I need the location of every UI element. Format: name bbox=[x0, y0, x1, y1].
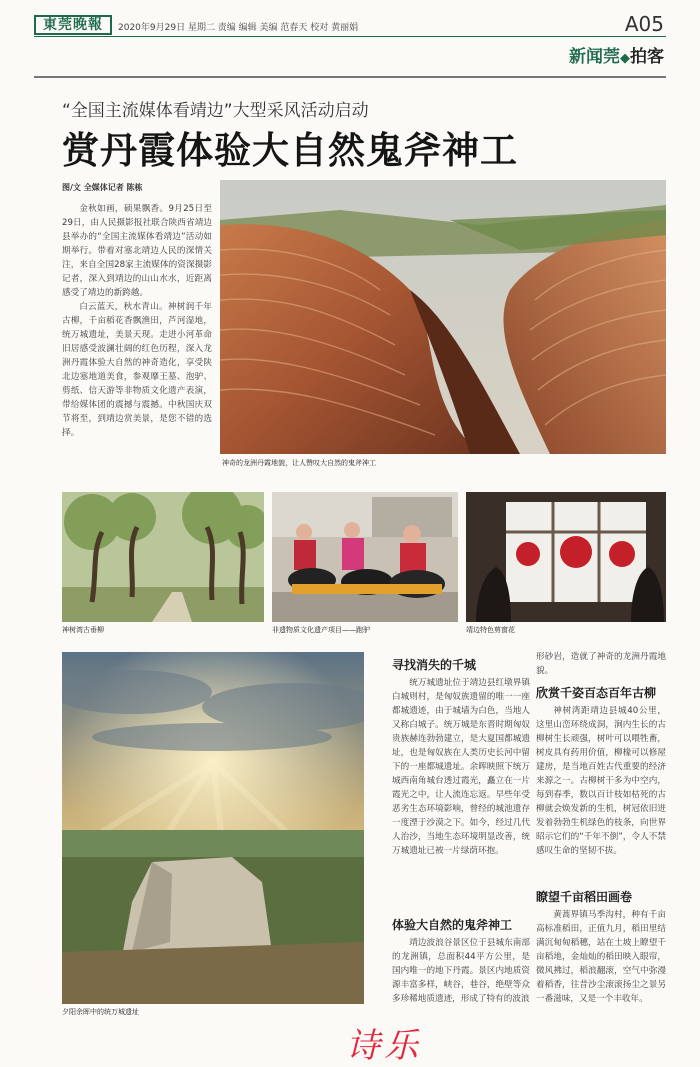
section3-text bbox=[536, 704, 666, 882]
ruins-photo bbox=[62, 652, 364, 1004]
article-kicker: “全国主流媒体看靖边”大型采风活动启动 bbox=[62, 101, 369, 121]
section-title bbox=[569, 42, 664, 67]
article-byline: 图/文 全媒体记者 陈栋 bbox=[62, 183, 143, 192]
willow-caption: 神树湾古垂柳 bbox=[62, 626, 104, 634]
main-photo-caption: 神奇的龙洲丹霞地貌，让人赞叹大自然的鬼斧神工 bbox=[222, 459, 376, 467]
signature-stamp: 诗乐 bbox=[346, 1026, 422, 1066]
diamond-icon: ◆ bbox=[620, 51, 630, 66]
masthead bbox=[0, 0, 700, 82]
section3-title: 欣赏千姿百态百年古柳 bbox=[536, 686, 657, 700]
section2-title: 体验大自然的鬼斧神工 bbox=[392, 918, 513, 932]
newspaper-logo: 東莞晚報 bbox=[34, 15, 112, 35]
date-line: 2020年9月29日 星期二 责编 编辑 美编 范春天 校对 黄丽娟 bbox=[118, 23, 359, 33]
top-rule bbox=[34, 36, 666, 37]
dance-photo bbox=[272, 492, 458, 622]
section1-title: 寻找消失的千城 bbox=[392, 658, 477, 672]
ruins-caption: 夕阳余晖中的统万城遗址 bbox=[62, 1008, 139, 1016]
section3-paragraph: 神树湾距靖边县城40公里，这里山峦环绕成洞，涧内生长的古柳树生长顽强，树叶可以喂牲畜，树皮具有药用价值，柳椽可以修屋建房，是当地百姓古代重要的经济来源之一。古柳树干多为中空内，每到春季，数以百计枝如枯死的古柳就会焕发新的生机，树冠依旧迸发着勃勃生机绿色的枝条，向世界昭示它们的“千年不倒”，令人不禁感叹生命的坚韧不拔。 bbox=[536, 706, 666, 856]
section1-paragraph: 统万城遗址位于靖边县红墩界镇白城则村，是匈奴族遗留的唯一一座都城遗迹，由于城墙为白色，当地人又称白城子。统万城是东晋时期匈奴贵族赫连勃勃建立，是大夏国都城遗址，也是匈奴族在人类历史长河中留下的一座都城遗址。余晖映照下统万城西南角城台透过霞光，矗立在一片霞光之中，让人流连忘返。早些年受恶劣生态环境影响，曾经的城池遗存一度湮于沙漠之下。如今，经过几代人治沙，当地生态环境明显改善，统万城遗址已被一片绿荫环抱。 bbox=[392, 678, 530, 856]
intro-paragraph: 金秋如画，硕果飘香。9月25日至29日，由人民摄影报社联合陕西省靖边县举办的“全国主流媒体看靖边”活动如期举行。带着对塞北靖边人民的深情关注，来自全国28家主流媒体的资深摄影记者，深入到靖边的山山水水，近距离感受了靖边的新跨越。 bbox=[62, 204, 212, 298]
dance-caption: 非遗物质文化遗产项目——跑驴 bbox=[272, 626, 370, 634]
papercut-caption: 靖边特色剪窗花 bbox=[466, 626, 515, 634]
section4-paragraph: 黄蒿界镇马季沟村，种有千亩高标准稻田，正值九月，稻田里结满沉甸甸稻穗，站在土坡上瞭望千亩稻地，金灿灿的稻田映入眼帘，微风拂过，稻浪翻滚，空气中弥漫着稻香，往昔沙尘滚滚扬尘之景另一番滋味，又是一个丰收年。 bbox=[536, 910, 666, 1004]
section2-text bbox=[392, 936, 530, 1020]
section4-title: 瞭望千亩稻田画卷 bbox=[536, 890, 633, 904]
section2-tail-text: 形砂岩，造就了神奇的龙洲丹霞地貌。 bbox=[536, 652, 666, 676]
danxia-photo bbox=[220, 180, 666, 454]
section2-paragraph: 靖边波浪谷景区位于县城东南部的龙洲镇，总面积44平方公里，是国内唯一的地下丹霞。景区内地质资源丰富多样，峡谷，巷谷，绝壁等众多珍稀地质遗迹，形成了特有的波浪 bbox=[392, 938, 530, 1004]
section2-tail bbox=[536, 650, 666, 678]
section4-text bbox=[536, 908, 666, 1020]
section-sub: 拍客 bbox=[630, 47, 664, 67]
article-headline: 赏丹霞体验大自然鬼斧神工 bbox=[62, 128, 518, 172]
section-main: 新闻莞 bbox=[569, 47, 620, 67]
papercut-photo bbox=[466, 492, 666, 622]
intro-text bbox=[62, 202, 212, 464]
section1-text bbox=[392, 676, 530, 910]
intro-paragraph: 白云蓝天，秋水青山。神树润千年古柳，千亩稻花香飘渔田，芦河湿地，统万城遗址，美景天现。走进小河革命旧居感受波澜壮阔的红色历程，深入龙洲丹霞体验大自然的神奇造化，享受陕北边塞地道美食，参观靡王墓、泡驴、剪纸、信天游等非物质文化遗产表演，带给媒体团的震撼与震撼。中秋国庆双节将至，到靖边赏美景，是您不错的选择。 bbox=[62, 302, 212, 438]
page-number: A05 bbox=[624, 12, 664, 36]
header-rule bbox=[34, 76, 666, 78]
willow-photo bbox=[62, 492, 264, 622]
